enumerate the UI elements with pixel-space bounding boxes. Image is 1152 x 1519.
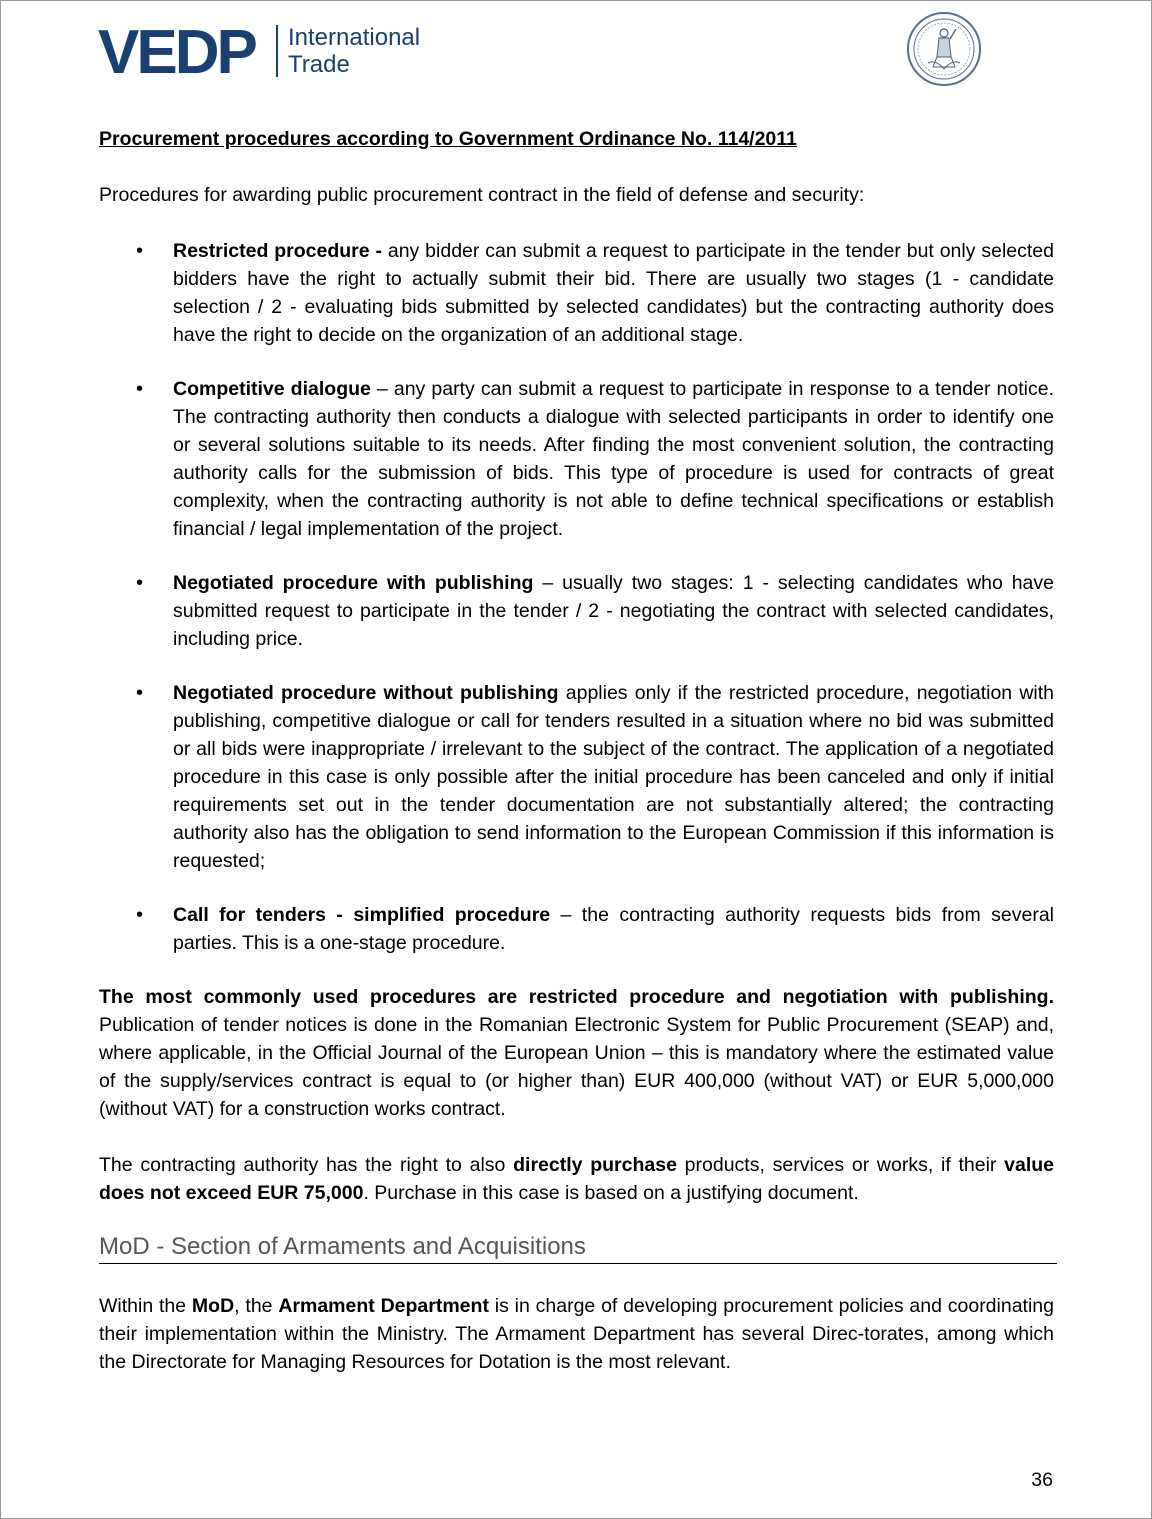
logo-subtitle bbox=[288, 24, 420, 78]
procedure-text: – usually two stages: 1 - selecting candidates who have submitted request to participate in the tender / 2 - negotiating the contract with selected candidates, including price. bbox=[173, 572, 1054, 650]
list-item bbox=[99, 901, 1054, 957]
direct-bold-1: directly purchase bbox=[513, 1154, 677, 1176]
bullet-icon: • bbox=[136, 378, 144, 400]
mod-text-1: Within the bbox=[99, 1295, 192, 1317]
logo-subtitle-line2: Trade bbox=[288, 51, 350, 78]
vedp-logo-mark bbox=[98, 23, 266, 79]
vedp-logo bbox=[98, 23, 420, 79]
procedure-title: Negotiated procedure with publishing bbox=[173, 572, 534, 594]
procedure-title: Negotiated procedure without publishing bbox=[173, 682, 559, 704]
bullet-icon: • bbox=[136, 572, 144, 594]
procedure-title: Restricted procedure - bbox=[173, 240, 382, 262]
procedure-title: Competitive dialogue bbox=[173, 378, 371, 400]
mod-text-2: , the bbox=[234, 1295, 279, 1317]
logo-subtitle-line1: International bbox=[288, 24, 421, 51]
procedure-text: any bidder can submit a request to participate in the tender but only selected bidders have the right to actually submit their bid. There are usually two stages (1 - candidate selection / 2 - evaluating bids submitted by selected candidates) but the contracting authority does have the right to decide on the organization of an additional stage. bbox=[173, 240, 1054, 346]
list-item bbox=[99, 237, 1054, 349]
list-item bbox=[99, 375, 1054, 543]
bullet-icon: • bbox=[136, 240, 144, 262]
procedure-text: – any party can submit a request to participate in response to a tender notice. The contracting authority then conducts a dialogue with selected participants in order to identify one or several solutions suitable to its needs. After finding the most convenient solution, the contracting authority calls for the submission of bids. This type of procedure is used for contracts of great complexity, when the contracting authority is not able to define technical specifications or establish financial / legal implementation of the project. bbox=[173, 378, 1054, 540]
direct-purchase-paragraph bbox=[99, 1151, 1054, 1207]
state-seal-icon bbox=[906, 11, 982, 87]
direct-text-3: . Purchase in this case is based on a justifying document. bbox=[363, 1182, 859, 1204]
procedure-list bbox=[99, 237, 1054, 957]
mod-paragraph bbox=[99, 1292, 1054, 1376]
direct-text-1: The contracting authority has the right to also bbox=[99, 1154, 514, 1176]
mod-bold-1: MoD bbox=[191, 1295, 235, 1317]
bullet-icon: • bbox=[136, 904, 144, 926]
main-content bbox=[99, 125, 1054, 1376]
list-item bbox=[99, 679, 1054, 875]
mod-text-3: is in charge of developing procurement policies and coordinating their implementation within the Ministry. The Armament Department has several Direc-torates, among which the Directorate for Managing Resources for Dotation is the most relevant. bbox=[99, 1295, 1054, 1373]
page-number: 36 bbox=[1031, 1469, 1053, 1491]
common-procedures-paragraph bbox=[99, 983, 1054, 1123]
procedure-text: applies only if the restricted procedure, negotiation with publishing, competitive dialogue or call for tenders resulted in a situation where no bid was submitted or all bids were inappropriate / irrelevant to the subject of the contract. The application of a negotiated procedure in this case is only possible after the initial procedure has been canceled and only if initial requirements set out in the tender documentation are not substantially altered; the contracting authority also has the obligation to send information to the European Commission if this information is requested; bbox=[173, 682, 1054, 872]
section-title: MoD - Section of Armaments and Acquisitions bbox=[99, 1231, 1057, 1264]
common-procedures-bold: The most commonly used procedures are restricted procedure and negotiation with publishing. bbox=[99, 986, 1054, 1008]
page-heading: Procurement procedures according to Government Ordinance No. 114/2011 bbox=[99, 128, 797, 150]
logo-divider bbox=[276, 25, 278, 77]
bullet-icon: • bbox=[136, 682, 144, 704]
procedure-title: Call for tenders - simplified procedure bbox=[173, 904, 551, 926]
direct-text-2: products, services or works, if their bbox=[676, 1154, 1005, 1176]
logo-wordmark: VEDP bbox=[98, 23, 255, 79]
mod-bold-2: Armament Department bbox=[278, 1295, 489, 1317]
procedure-text: – the contracting authority requests bids from several parties. This is a one-stage procedure. bbox=[173, 904, 1054, 954]
intro-paragraph: Procedures for awarding public procurement contract in the field of defense and security: bbox=[99, 184, 865, 206]
direct-bold-2: value does not exceed EUR 75,000 bbox=[99, 1154, 1055, 1204]
list-item bbox=[99, 569, 1054, 653]
common-procedures-text: Publication of tender notices is done in the Romanian Electronic System for Public Procurement (SEAP) and, where applicable, in the Official Journal of the European Union – this is mandatory where the estimated value of the supply/services contract is equal to (or higher than) EUR 400,000 (without VAT) or EUR 5,000,000 (without VAT) for a construction works contract. bbox=[99, 1014, 1054, 1120]
